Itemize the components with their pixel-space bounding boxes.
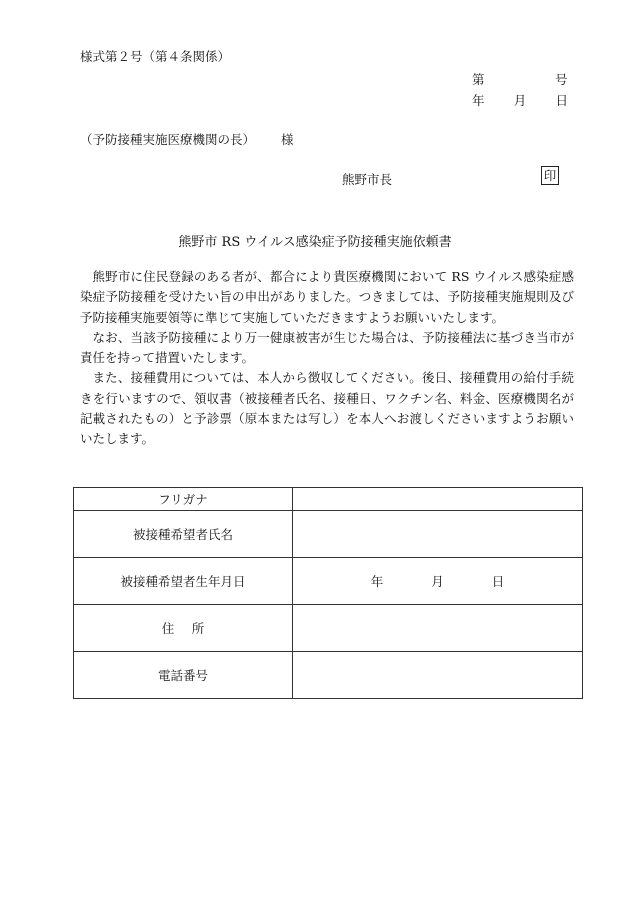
table-row-name: [74, 511, 583, 558]
form-number: 様式第２号（第４条関係）: [80, 49, 231, 64]
sender-title: 熊野市長: [342, 172, 393, 187]
table-row-furigana: [74, 488, 583, 511]
phone-label: 電話番号: [74, 652, 293, 699]
document-title: 熊野市 RS ウイルス感染症予防接種実施依頼書: [178, 235, 452, 250]
birthdate-label: 被接種希望者生年月日: [74, 558, 293, 605]
issue-date-day: 日: [555, 93, 568, 108]
birthdate-month: 月: [431, 574, 444, 589]
birthdate-day: 日: [491, 574, 505, 589]
issue-date-year: 年: [472, 93, 485, 108]
seal-stamp: 印: [541, 166, 559, 185]
table-row-dob: [74, 558, 583, 605]
issue-date: [472, 91, 568, 109]
address-field[interactable]: [293, 605, 583, 652]
applicant-info-table: [73, 487, 583, 699]
body-paragraph-liability: なお、当該予防接種により万一健康被害が生じた場合は、予防接種法に基づき当市が責任を持って措置いたします。: [80, 329, 574, 366]
body-paragraph-fees: また、接種費用については、本人から徴収してください。後日、接種費用の給付手続きを行いますので、領収書（被接種者氏名、接種日、ワクチン名、料金、医療機関名が記載されたもの）と予診票（原本または写し）を本人へお渡しくださいますようお願いいたします。: [80, 370, 574, 447]
furigana-field[interactable]: [293, 488, 583, 511]
document-number-prefix: 第: [472, 72, 485, 87]
issue-date-month: 月: [513, 93, 527, 108]
body-paragraph-request: 熊野市に住民登録のある者が、都合により貴医療機関において RS ウイルス感染症感染症予防接種を受けたい旨の申出がありました。つきましては、予防接種実施規則及び予防接種実施要領等に準じて実施していただきますようお願いいたします。: [80, 269, 574, 325]
document-number-suffix: 号: [555, 72, 568, 87]
table-row-address: [74, 605, 583, 652]
address-label: [74, 605, 293, 652]
birthdate-field[interactable]: [293, 558, 583, 605]
addressee-honorific: 様: [281, 132, 294, 147]
addressee: [80, 130, 294, 148]
phone-field[interactable]: [293, 652, 583, 699]
applicant-name-label: 被接種希望者氏名: [74, 511, 293, 558]
document-body: [80, 267, 574, 450]
furigana-label: フリガナ: [74, 488, 293, 511]
address-label-text: 住所: [161, 621, 222, 636]
addressee-name: （予防接種実施医療機関の長）: [80, 132, 256, 147]
birthdate-year: 年: [370, 574, 384, 589]
applicant-name-field[interactable]: [293, 511, 583, 558]
table-row-phone: [74, 652, 583, 699]
birthdate-units: [371, 572, 505, 590]
